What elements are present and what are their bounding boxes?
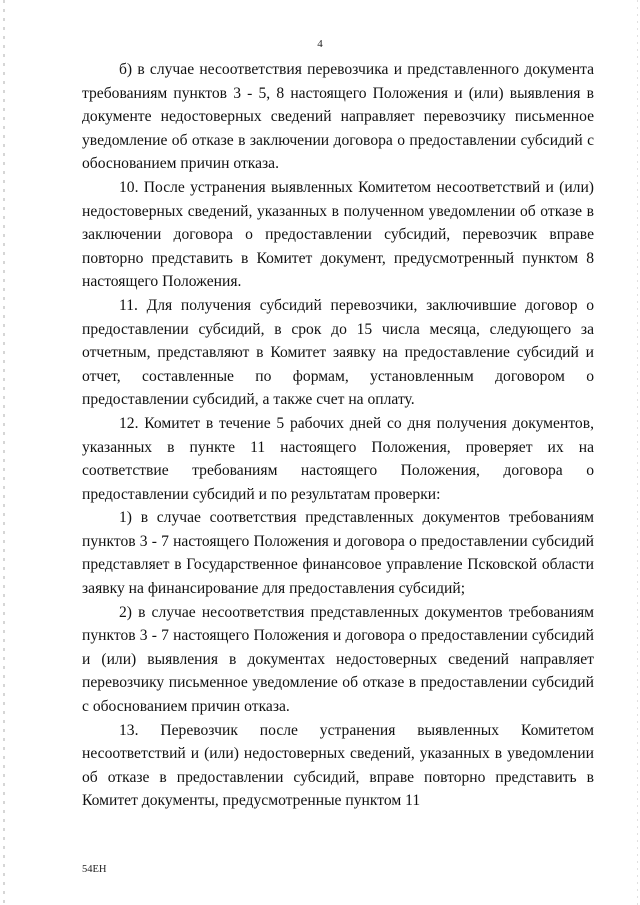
paragraph-b: б) в случае несоответствия перевозчика и представленного документа требованиям пунктов 3 - 5, 8 настоящего Положения и (или) выявления в документе недостоверных сведений направляет перевозчику письменное уведомление об отказе в заключении договора о предоставлении субсидий с обоснованием причин отказа. xyxy=(82,61,594,173)
paragraph-12-item-1: 1) в случае соответствия представленных документов требованиям пунктов 3 - 7 настоящего Положения и договора о предоставлении субсидий представляет в Государственное финансовое управление Псковской области заявку на финансирование для предоставления субсидий; xyxy=(82,509,594,598)
page-number: 4 xyxy=(317,38,323,50)
scan-edge-right xyxy=(637,0,638,905)
scan-edge-left xyxy=(3,0,5,905)
paragraph-10: 10. После устранения выявленных Комитетом несоответствий и (или) недостоверных сведений, указанных в полученном уведомлении об отказе в заключении договора о предоставлении субсидий, перевозчик вправе повторно представить в Комитет документ, предусмотренный пунктом 8 настоящего Положения. xyxy=(82,178,594,291)
paragraph-12-item-2: 2) в случае несоответствия представленных документов требованиям пунктов 3 - 7 настоящего Положения и договора о предоставлении субсидий и (или) выявления в документах недостоверных сведений направляет перевозчику письменное уведомление об отказе в предоставлении субсидий с обоснованием причин отказа. xyxy=(82,603,594,716)
document-code: 54ЕН xyxy=(82,864,107,875)
paragraph-11: 11. Для получения субсидий перевозчики, заключившие договор о предоставлении субсидий, в срок до 15 числа месяца, следующего за отчетным, представляют в Комитет заявку на предоставление субсидий и отчет, составленные по формам, установленным договором о предоставлении субсидий, а также счет на оплату. xyxy=(82,296,594,409)
paragraph-12: 12. Комитет в течение 5 рабочих дней со дня получения документов, указанных в пункте 11 настоящего Положения, проверяет их на соответствие требованиям настоящего Положения, договора о предоставлении субсидий и по результатам проверки: xyxy=(82,414,594,503)
paragraph-13: 13. Перевозчик после устранения выявленных Комитетом несоответствий и (или) недостоверных сведений, указанных в уведомлении об отказе в предоставлении субсидий, вправе повторно представить в Комитет документы, предусмотренные пунктом 11 xyxy=(82,721,594,810)
document-body xyxy=(82,58,594,813)
